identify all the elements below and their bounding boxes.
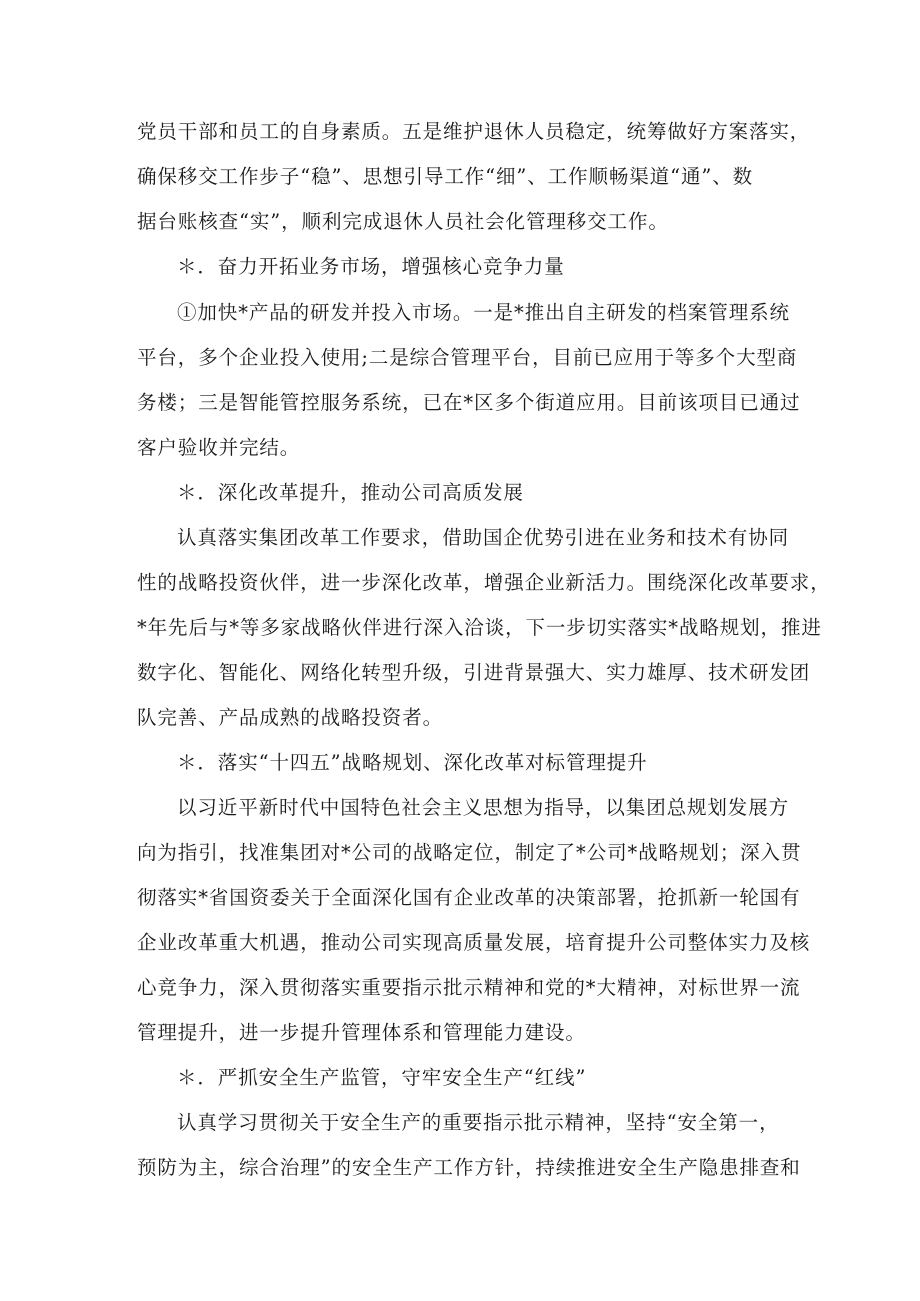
body-text-line: *年先后与*等多家战略伙伴进行深入洽谈，下一步切实落实*战略规划，推进 — [137, 616, 822, 639]
body-text-line: 客户验收并完结。 — [137, 436, 301, 459]
body-text-line: 以习近平新时代中国特色社会主义思想为指导，以集团总规划发展方 — [177, 796, 790, 819]
body-text-line: 预防为主，综合治理”的安全生产工作方针，持续推进安全生产隐患排查和 — [137, 1156, 801, 1179]
section-heading: ＊．奋力开拓业务市场，增强核心竞争力量 — [177, 255, 565, 278]
body-text-line: ①加快*产品的研发并投入市场。一是*推出自主研发的档案管理系统 — [177, 301, 790, 324]
body-text-line: 心竞争力，深入贯彻落实重要指示批示精神和党的*大精神，对标世界一流 — [137, 976, 801, 999]
body-text-line: 据台账核查“实”，顺利完成退休人员社会化管理移交工作。 — [137, 210, 669, 233]
body-text-line: 平台，多个企业投入使用;二是综合管理平台，目前已应用于等多个大型商 — [137, 346, 798, 369]
section-heading: ＊．深化改革提升，推动公司高质发展 — [177, 481, 524, 504]
body-text-line: 务楼；三是智能管控服务系统，已在*区多个街道应用。目前该项目已通过 — [137, 391, 801, 414]
body-text-line: 彻落实*省国资委关于全面深化国有企业改革的决策部署，抢抓新一轮国有 — [137, 886, 801, 909]
body-text-line: 认真学习贯彻关于安全生产的重要指示批示精神，坚持“安全第一， — [177, 1111, 780, 1134]
section-heading: ＊．严抓安全生产监管，守牢安全生产“红线” — [177, 1066, 587, 1089]
body-text-line: 向为指引，找准集团对*公司的战略定位，制定了*公司*战略规划；深入贯 — [137, 841, 802, 864]
body-text-line: 数字化、智能化、网络化转型升级，引进背景强大、实力雄厚、技术研发团 — [137, 661, 811, 684]
body-text-line: 管理提升，进一步提升管理体系和管理能力建设。 — [137, 1021, 586, 1044]
body-text-line: 认真落实集团改革工作要求，借助国企优势引进在业务和技术有协同 — [177, 526, 790, 549]
body-text-line: 确保移交工作步子“稳”、思想引导工作“细”、工作顺畅渠道“通”、数 — [137, 165, 754, 188]
body-text-line: 党员干部和员工的自身素质。五是维护退休人员稳定，统筹做好方案落实， — [137, 120, 811, 143]
body-text-line: 企业改革重大机遇，推动公司实现高质量发展，培育提升公司整体实力及核 — [137, 931, 811, 954]
body-text-line: 队完善、产品成熟的战略投资者。 — [137, 706, 444, 729]
section-heading: ＊．落实“十四五”战略规划、深化改革对标管理提升 — [177, 751, 648, 774]
body-text-line: 性的战略投资伙伴，进一步深化改革，增强企业新活力。围绕深化改革要求， — [137, 571, 831, 594]
